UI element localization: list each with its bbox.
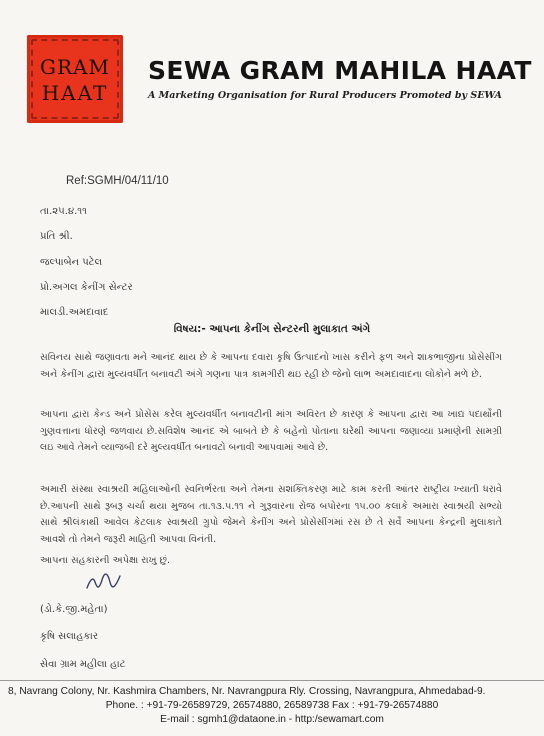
logo-line1: GRAM [40, 55, 110, 79]
organisation-name: SEWA GRAM MAHILA HAAT [148, 56, 532, 85]
footer-phone: Phone. : +91-79-26589729, 26574880, 26589738 Fax : +91-79-26574880 [105, 700, 439, 711]
letter-date: તા.૨૫.૪.૧૧ [40, 206, 88, 217]
footer-address: 8, Navrang Colony, Nr. Kashmira Chambers, Nr. Navrangpura Rly. Crossing, Navrangpura, Ahmedabad-9. [8, 686, 486, 697]
footer-divider [0, 680, 544, 681]
paragraph-closing: આપના સહકારની અપેક્ષા રાખુ છું. [40, 555, 171, 566]
signatory-title: કૃષિ સલાહકાર [40, 631, 98, 642]
paragraph-3: અમારી સંસ્થા સ્વાશ્રયી મહિલાઓની સ્વનિર્ભરતા અને તેમના સશક્તિકરણ માટે કામ કરતી આંતર રાષ્ટ્રીય ખ્યાતી ધરાવે છે.આપની સાથે રૂબરૂ ચર્ચા થયા મુજબ તા.૧૩.૫.૧૧ ને ગુરૂવારના રોજ બપોરના ૧૫.૦૦ કલાકે અમારા સ્વાશ્રયી સભ્યો સાથે શ્રીલંકાથી આવેલ કેટલાક સ્વાશ્રયી ગ્રુપો જેમને કેનીંગ અને પ્રોસેસીંગમાં રસ છે તે સર્વે આપના કેન્દ્રની મુલાકાતે આવશે તો તેમને જરૂરી માહિતી આપવા વિનંતી. [40, 484, 502, 545]
signatory-organisation: સેવા ગ્રામ મહીલા હાટ [40, 659, 126, 670]
handwritten-signature [84, 570, 124, 594]
letter-subject: વિષય:- આપના કેનીંગ સેન્ટરની મુલાકાત અંગે [173, 323, 371, 335]
logo-line2: HAAT [41, 81, 109, 105]
reference-number: Ref:SGMH/04/11/10 [66, 175, 169, 187]
gram-haat-logo [27, 35, 123, 123]
paragraph-2: આપના દ્વારા કેન્ડ અને પ્રોસેસ કરેલ મુલ્યવર્ધીત બનાવટીની માંગ અવિરત છે કારણ કે આપના દ્વારા આ ખાદ્ય પદાર્થોની ગુણવત્તાના ધોરણે જળવાય છે.સવિશેષ આનંદ એ બાબતે છે કે બહેનો પોતાના ઘરેથી આપના જણાવ્યા પ્રમાણેની સામગ્રી લઇ આવે તેમને વ્યાજબી દરે મુલ્યવર્ધીત બનાવટો બનાવી આપવામાં આવે છે. [40, 409, 502, 453]
organisation-tagline: A Marketing Organisation for Rural Producers Promoted by SEWA [148, 90, 502, 101]
signatory-name: (ડો.કે.જી.મહેતા) [40, 604, 108, 615]
recipient-name: જલ્પાબેન પટેલ [40, 257, 103, 268]
recipient-designation: પ્રો.અગલ કેનીંગ સેન્ટર [40, 282, 133, 293]
footer-email: E-mail : sgmh1@dataone.in - http:/sewamart.com [160, 714, 384, 725]
recipient-salutation: પ્રતિ શ્રી. [40, 231, 73, 242]
recipient-city: માલડી.અમદાવાદ [40, 307, 109, 318]
paragraph-1: સવિનય સાથે જણાવતા મને આનંદ થાય છે કે આપના દવારા કૃષિ ઉત્પાદનો ખાસ કરીને ફળ અને શાકભાજીના પ્રોસેસીંગ અને કેનીંગ દ્વારા મુલ્યવર્ધીત બનાવટી અંગે ગણના પાત્ર કામગીરી થઇ રહી છે જેનો લાભ અમદાવાદના લોકોને મળે છે. [40, 352, 502, 380]
